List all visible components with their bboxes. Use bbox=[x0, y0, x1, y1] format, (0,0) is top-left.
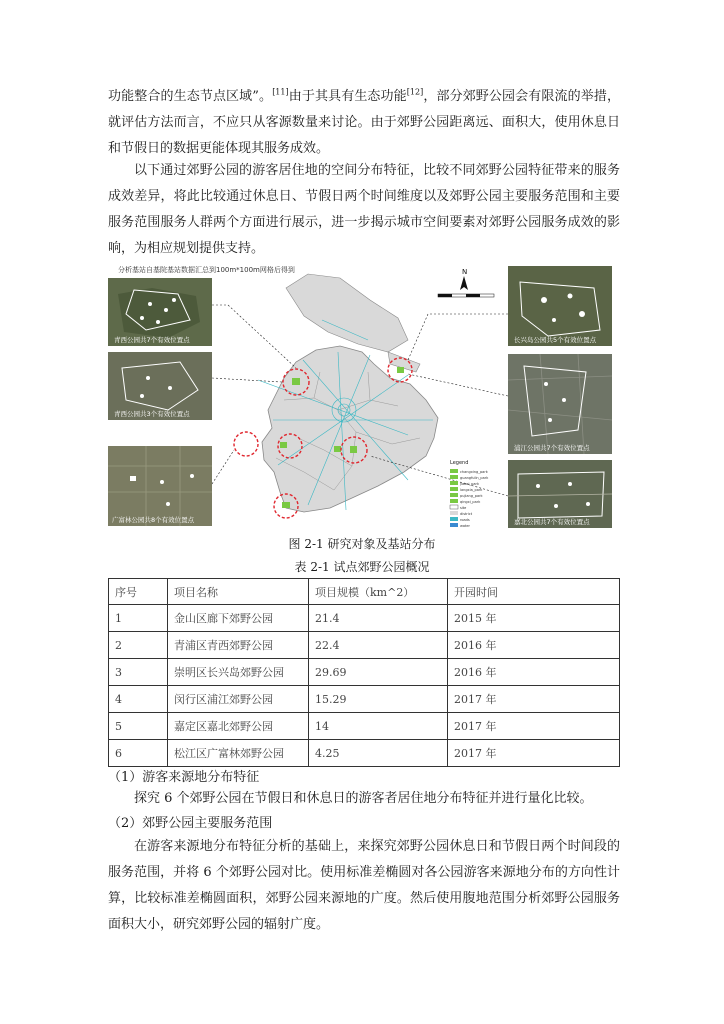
study-area-map-figure bbox=[108, 260, 620, 532]
cell-index: 1 bbox=[109, 605, 168, 632]
text-run: 功能整合的生态节点区域”。 bbox=[108, 89, 273, 104]
legend-item: guangfulin_park bbox=[460, 476, 489, 480]
cell-name: 嘉定区嘉北郊野公园 bbox=[168, 713, 309, 740]
table-row bbox=[109, 686, 620, 713]
inset-label: 嘉北公园共7个有效位置点 bbox=[514, 518, 590, 526]
inset-jiabei bbox=[508, 460, 612, 528]
header-index: 序号 bbox=[109, 579, 168, 605]
citation-12[interactable]: [12] bbox=[406, 87, 424, 97]
cell-index: 5 bbox=[109, 713, 168, 740]
scale-bar bbox=[438, 294, 494, 297]
section-heading-visitor-origin: （1）游客来源地分布特征 bbox=[108, 770, 260, 785]
cell-index: 6 bbox=[109, 740, 168, 767]
cell-scale: 22.4 bbox=[309, 632, 448, 659]
cell-open-time: 2016 年 bbox=[448, 632, 620, 659]
legend-item: site bbox=[460, 506, 467, 510]
paragraph-method: 以下通过郊野公园的游客居住地的空间分布特征，比较不同郊野公园特征带来的服务成效差异，将此比较通过休息日、节假日两个时间维度以及郊野公园主要服务范围和主要服务范围服务人群两个方面进行展示，进一步揭示城市空间要素对郊野公园服务成效的影响，为相应规划提供支持。 bbox=[108, 163, 620, 256]
legend-item: water bbox=[460, 524, 470, 528]
table-row bbox=[109, 713, 620, 740]
cell-index: 4 bbox=[109, 686, 168, 713]
cell-scale: 4.25 bbox=[309, 740, 448, 767]
paragraph-service-range: 在游客来源地分布特征分析的基础上，来探究郊野公园休息日和节假日两个时间段的服务范围，并将 6 个郊野公园对比。使用标准差椭圆对各公园游客来源地分布的方向性计算，比较标准差椭圆面积，郊野公园来源地的广度。然后使用腹地范围分析郊野公园服务面积大小，研究郊野公园的辐射广度。 bbox=[108, 839, 620, 932]
table-row bbox=[109, 740, 620, 767]
north-label: N bbox=[462, 268, 468, 276]
cell-index: 3 bbox=[109, 659, 168, 686]
table-caption: 表 2-1 试点郊野公园概况 bbox=[294, 560, 430, 574]
legend-item: roads bbox=[460, 518, 470, 522]
table-header-row bbox=[109, 579, 620, 605]
inset-guangfulin bbox=[108, 446, 212, 526]
inset-label: 长兴岛公园共5个有效位置点 bbox=[514, 336, 597, 344]
paragraph-visitor-origin: 探究 6 个郊野公园在节假日和休息日的游客者居住地分布特征并进行量化比较。 bbox=[134, 791, 593, 806]
cell-scale: 15.29 bbox=[309, 686, 448, 713]
cell-name: 青浦区青西郊野公园 bbox=[168, 632, 309, 659]
cell-name: 闵行区浦江郊野公园 bbox=[168, 686, 309, 713]
legend-item: qingxi_park bbox=[460, 500, 481, 504]
cell-name: 金山区廊下郊野公园 bbox=[168, 605, 309, 632]
cell-name: 崇明区长兴岛郊野公园 bbox=[168, 659, 309, 686]
cell-scale: 21.4 bbox=[309, 605, 448, 632]
inset-changxing bbox=[508, 266, 612, 346]
table-row bbox=[109, 632, 620, 659]
cell-scale: 14 bbox=[309, 713, 448, 740]
header-name: 项目名称 bbox=[168, 579, 309, 605]
cell-open-time: 2017 年 bbox=[448, 686, 620, 713]
header-open-time: 开园时间 bbox=[448, 579, 620, 605]
figure-caption: 图 2-1 研究对象及基站分布 bbox=[288, 537, 436, 551]
inset-label: 浦江公园共7个有效位置点 bbox=[514, 444, 590, 452]
inset-label: 广富林公园共8个有效位置点 bbox=[112, 516, 195, 524]
inset-label: 青西公园共3个有效位置点 bbox=[114, 410, 190, 418]
paragraph-intro bbox=[108, 84, 620, 162]
cell-scale: 29.69 bbox=[309, 659, 448, 686]
legend-item: pujiang_park bbox=[460, 494, 483, 498]
inset-qingxi-top bbox=[108, 278, 212, 346]
text-run: 由于其具有生态功能 bbox=[288, 89, 407, 104]
inset-pujiang bbox=[508, 354, 612, 454]
text-run: ，部分郊野公园会有限流的举措，就评估方法而言，不应只从客源数量来讨论。由于郊野公园距离远、面积大，使用休息日和节假日的数据更能体现其服务成效。 bbox=[108, 89, 620, 156]
legend-item: changxing_park bbox=[460, 470, 488, 474]
legend-item: langxia_park bbox=[460, 488, 483, 492]
cell-open-time: 2017 年 bbox=[448, 713, 620, 740]
cell-open-time: 2017 年 bbox=[448, 740, 620, 767]
inset-label: 青西公园共7个有效位置点 bbox=[114, 336, 190, 344]
table-row bbox=[109, 605, 620, 632]
legend-item: district bbox=[460, 512, 473, 516]
table-row bbox=[109, 659, 620, 686]
cell-index: 2 bbox=[109, 632, 168, 659]
legend-title: Legend bbox=[450, 460, 469, 466]
parks-table bbox=[108, 578, 620, 767]
legend-item: jiabei_park bbox=[460, 482, 480, 486]
cell-open-time: 2016 年 bbox=[448, 659, 620, 686]
header-scale: 项目规模（km^2） bbox=[309, 579, 448, 605]
cell-open-time: 2015 年 bbox=[448, 605, 620, 632]
section-heading-service-range: （2）郊野公园主要服务范围 bbox=[108, 816, 273, 831]
figure-header: 分析基站自基院基站数据汇总到100m*100m网格后得到 bbox=[118, 266, 295, 274]
citation-11[interactable]: [11] bbox=[272, 87, 289, 97]
inset-qingxi-mid bbox=[108, 352, 212, 420]
cell-name: 松江区广富林郊野公园 bbox=[168, 740, 309, 767]
